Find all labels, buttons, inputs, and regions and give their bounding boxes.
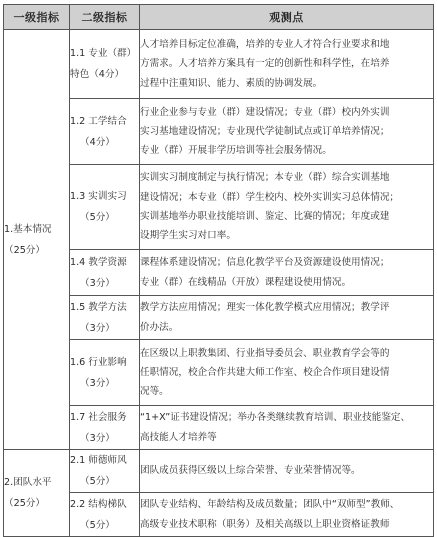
observation-line: 实训基地举办职业技能培训、鉴定、比赛的情况；年度或建 xyxy=(140,211,390,222)
observation-line: 在区级以上职教集团、行业指导委员会、职业教育学会等的 xyxy=(140,347,390,359)
level2-name: 1.1 专业（群） xyxy=(70,48,137,59)
level1-score: （25分） xyxy=(4,498,45,509)
observation-cell xyxy=(140,165,434,250)
observation-line: 专业（群）在线精品（开放）课程建设使用情况。 xyxy=(140,276,352,288)
observation-line: 教学方法应用情况；理实一体化教学模式应用情况；教学评 xyxy=(140,302,390,314)
observation-line: 方需求。人才培养方案具有一定的创新性和科学性，在培养 xyxy=(140,58,390,70)
observation-cell xyxy=(140,493,434,537)
observation-line: 高级专业技术职称（职务）及相关高级以上职业资格证教师 xyxy=(140,518,390,530)
level1-basic xyxy=(4,30,70,450)
level2-name: 1.5 教学方法 xyxy=(70,301,127,313)
observation-line: 课程体系建设情况；信息化教学平台及资源建设使用情况； xyxy=(140,257,390,269)
level2-cell xyxy=(70,250,140,296)
observation-line: 团队专业结构、年龄结构及成员数量；团队中“双师型”教师、 xyxy=(140,499,400,511)
level2-cell xyxy=(70,406,140,450)
table-row xyxy=(4,30,434,99)
level2-name: 2.1 师德师风 xyxy=(70,455,127,466)
level2-name: 2.2 结构梯队 xyxy=(70,498,127,510)
observation-line: 过程中注重知识、能力、素质的协调发展。 xyxy=(140,77,323,89)
observation-line: 团队成员获得区级以上综合荣誉、专业荣誉情况等。 xyxy=(140,465,361,477)
level2-score: （5分） xyxy=(80,519,115,531)
header-level2: 二级指标 xyxy=(70,5,140,30)
observation-cell xyxy=(140,406,434,450)
level2-name: 1.6 行业影响 xyxy=(70,356,127,368)
level2-score: （4分） xyxy=(89,69,125,80)
level2-cell xyxy=(70,493,140,537)
observation-line: 价办法。 xyxy=(140,321,179,333)
observation-line: 建设情况；本专业（群）学生校内、校外实训实习总体情况； xyxy=(140,191,400,203)
header-row xyxy=(4,5,434,30)
observation-cell xyxy=(140,340,434,406)
observation-line: 人才培养目标定位准确，培养的专业人才符合行业要求和地 xyxy=(140,39,390,51)
level2-score: （4分） xyxy=(80,136,115,148)
level2-cell xyxy=(70,296,140,340)
observation-line: 高技能人才培养等 xyxy=(140,431,217,443)
level1-score: （25分） xyxy=(4,244,45,256)
level1-name: 1.基本情况 xyxy=(4,223,52,235)
table-row xyxy=(4,450,434,493)
level2-score: （3分） xyxy=(80,277,115,289)
header-level1: 一级指标 xyxy=(4,5,70,30)
level2-name: 1.7 社会服务 xyxy=(70,411,127,423)
level2-name-cont: 特色 xyxy=(70,69,90,80)
observation-line: 任职情况，校企合作共建大师工作室、校企合作项目建设情 xyxy=(140,366,390,378)
level2-score: （3分） xyxy=(80,377,115,389)
observation-cell xyxy=(140,250,434,296)
level2-score: （5分） xyxy=(80,212,115,223)
observation-cell xyxy=(140,450,434,493)
level2-cell xyxy=(70,450,140,493)
observation-line: 实习基地建设情况；专业现代学徒制试点或订单培养情况； xyxy=(140,125,390,137)
observation-line: 设期学生实习对口率。 xyxy=(140,230,236,242)
observation-line: 专业（群）开展非学历培训等社会服务情况。 xyxy=(140,145,332,157)
level2-cell xyxy=(70,30,140,99)
observation-line: 行业企业参与专业（群）建设情况；专业（群）校内外实训 xyxy=(140,106,390,118)
observation-line: 况等。 xyxy=(140,386,169,398)
observation-cell xyxy=(140,30,434,99)
indicator-table xyxy=(3,4,434,537)
observation-line: 实训实习制度制定与执行情况；本专业（群）综合实训基地 xyxy=(140,172,390,184)
level1-team xyxy=(4,450,70,537)
header-observation: 观测点 xyxy=(140,5,434,30)
level2-score: （3分） xyxy=(80,432,115,444)
level2-score: （3分） xyxy=(80,322,115,334)
level2-name: 1.3 实训实习 xyxy=(70,191,127,202)
observation-line: “1+X”证书建设情况；举办各类继续教育培训、职业技能鉴定、 xyxy=(140,412,411,424)
level2-name: 1.2 工学结合 xyxy=(70,115,127,127)
observation-cell xyxy=(140,296,434,340)
level1-name: 2.团队水平 xyxy=(4,477,52,488)
level2-cell xyxy=(70,99,140,165)
level2-name: 1.4 教学资源 xyxy=(70,256,127,268)
level2-cell xyxy=(70,340,140,406)
level2-score: （5分） xyxy=(80,476,115,487)
observation-cell xyxy=(140,99,434,165)
level2-cell xyxy=(70,165,140,250)
